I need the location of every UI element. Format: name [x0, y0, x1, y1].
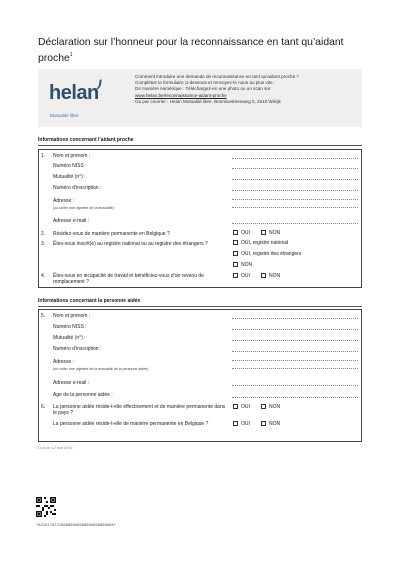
option-oui[interactable]: OUI — [233, 230, 250, 236]
option-non[interactable]: NON — [261, 421, 280, 427]
label-inscription: Numéro d’inscription : — [53, 346, 102, 352]
checkbox[interactable] — [233, 251, 238, 256]
option-non[interactable]: NON — [261, 230, 280, 236]
checkbox[interactable] — [261, 230, 266, 235]
question-registre: Êtes-vous inscrit(e) au registre national ou au registre des étrangers ? — [53, 241, 208, 247]
footnote: 1 Loi du 12 mai 2014 — [37, 446, 73, 450]
label-mutualite: Mutualité (n°) : — [53, 335, 86, 341]
mutualite-field[interactable] — [232, 179, 358, 180]
info-box — [38, 69, 362, 127]
item-number: 1. — [41, 153, 46, 159]
question-reside-pays: La personne aidée réside-t-elle effectivement et de manière permanente dans le pays ? — [53, 404, 226, 417]
item-number: 5. — [41, 313, 46, 319]
name-field[interactable] — [232, 158, 358, 159]
instruction-line: De manière numérique : Téléchargez-en une photo ou un scan sur — [135, 86, 271, 92]
logo-subtitle: Mutualité libre — [50, 113, 79, 118]
option-oui[interactable]: OUI — [233, 273, 250, 279]
option-oui-registre-etrangers[interactable]: OUI, registre des étrangers — [233, 251, 301, 257]
address-field-2[interactable] — [232, 368, 358, 369]
email-field[interactable] — [232, 385, 358, 386]
checkbox[interactable] — [233, 273, 238, 278]
vignette-note: (ou coller une vignette de la mutualité) — [53, 206, 114, 210]
section-divider — [38, 145, 362, 146]
question-incapacite: Êtes-vous en incapacité de travail et bénéficiez-vous d’un revenu de remplacement ? — [53, 273, 204, 286]
option-oui-registre-national[interactable]: OUI, registre national — [233, 240, 288, 246]
item-number: 4. — [41, 273, 46, 279]
instructions — [135, 74, 359, 105]
section2-title: Informations concernant la personne aidée — [38, 298, 141, 304]
label-inscription: Numéro d’inscription : — [53, 185, 102, 191]
vignette-note: (ou coller une vignette de la mutualité de la personne aidée) — [53, 367, 149, 371]
checkbox[interactable] — [233, 240, 238, 245]
option-non[interactable]: NON — [233, 262, 252, 268]
checkbox[interactable] — [261, 273, 266, 278]
label-name: Nom et prénom : — [53, 313, 91, 319]
helan-logo: helan — [49, 82, 99, 104]
logo-mark-icon — [92, 79, 102, 92]
address-field-1[interactable] — [232, 199, 358, 200]
qr-code-icon — [36, 497, 56, 517]
label-adresse: Adresse : — [53, 198, 75, 204]
option-oui[interactable]: OUI — [233, 421, 250, 427]
checkbox[interactable] — [233, 404, 238, 409]
name-field[interactable] — [232, 318, 358, 319]
upload-link[interactable]: www.helan.be/reconnaissance-aidant-proche — [135, 92, 227, 98]
checkbox[interactable] — [261, 404, 266, 409]
question-reside-belgique: La personne aidée réside-t-elle de manière permanente en Belgique ? — [53, 421, 209, 427]
email-field[interactable] — [232, 223, 358, 224]
label-age: Age de la personne aidée : — [53, 392, 113, 398]
inscription-field[interactable] — [232, 190, 358, 191]
label-niss: Numéro NISS : — [53, 163, 87, 169]
item-number: 2. — [41, 231, 46, 237]
inscription-field[interactable] — [232, 351, 358, 352]
section-divider — [38, 306, 362, 307]
barcode-text: *A5261701310000000000000000000000A* — [36, 522, 117, 527]
niss-field[interactable] — [232, 329, 358, 330]
label-email: Adresse e-mail : — [53, 380, 90, 386]
label-adresse: Adresse : — [53, 359, 75, 365]
label-email: Adresse e-mail : — [53, 218, 90, 224]
option-oui[interactable]: OUI — [233, 404, 250, 410]
instruction-line: Comment introduire une demande de reconnaissance en tant qu’aidant proche ? — [135, 74, 299, 79]
instruction-line: Ou par courrier : Helan Mutualité libre, Boomsesteenweg 5, 2610 Wilrijk — [135, 98, 281, 104]
checkbox[interactable] — [233, 421, 238, 426]
label-niss: Numéro NISS : — [53, 324, 87, 330]
checkbox[interactable] — [233, 262, 238, 267]
address-field-1[interactable] — [232, 360, 358, 361]
instruction-line: Complétez le formulaire ci-dessous et renvoyez-le nous au plus vite : — [135, 80, 276, 86]
age-field[interactable] — [232, 397, 358, 398]
section1-title: Informations concernant l’aidant proche — [38, 137, 134, 143]
item-number: 3. — [41, 241, 46, 247]
niss-field[interactable] — [232, 168, 358, 169]
label-mutualite: Mutualité (n°) : — [53, 174, 86, 180]
address-field-2[interactable] — [232, 207, 358, 208]
mutualite-field[interactable] — [232, 340, 358, 341]
option-non[interactable]: NON — [261, 273, 280, 279]
label-name: Nom et prénom : — [53, 153, 91, 159]
item-number: 6. — [41, 404, 46, 410]
page-title: Déclaration sur l’honneur pour la reconnaissance en tant qu’aidant proche$^1$ — [38, 37, 344, 64]
checkbox[interactable] — [233, 230, 238, 235]
question-residence: Résidez-vous de manière permanente en Belgique ? — [53, 231, 170, 237]
option-non[interactable]: NON — [261, 404, 280, 410]
checkbox[interactable] — [261, 421, 266, 426]
